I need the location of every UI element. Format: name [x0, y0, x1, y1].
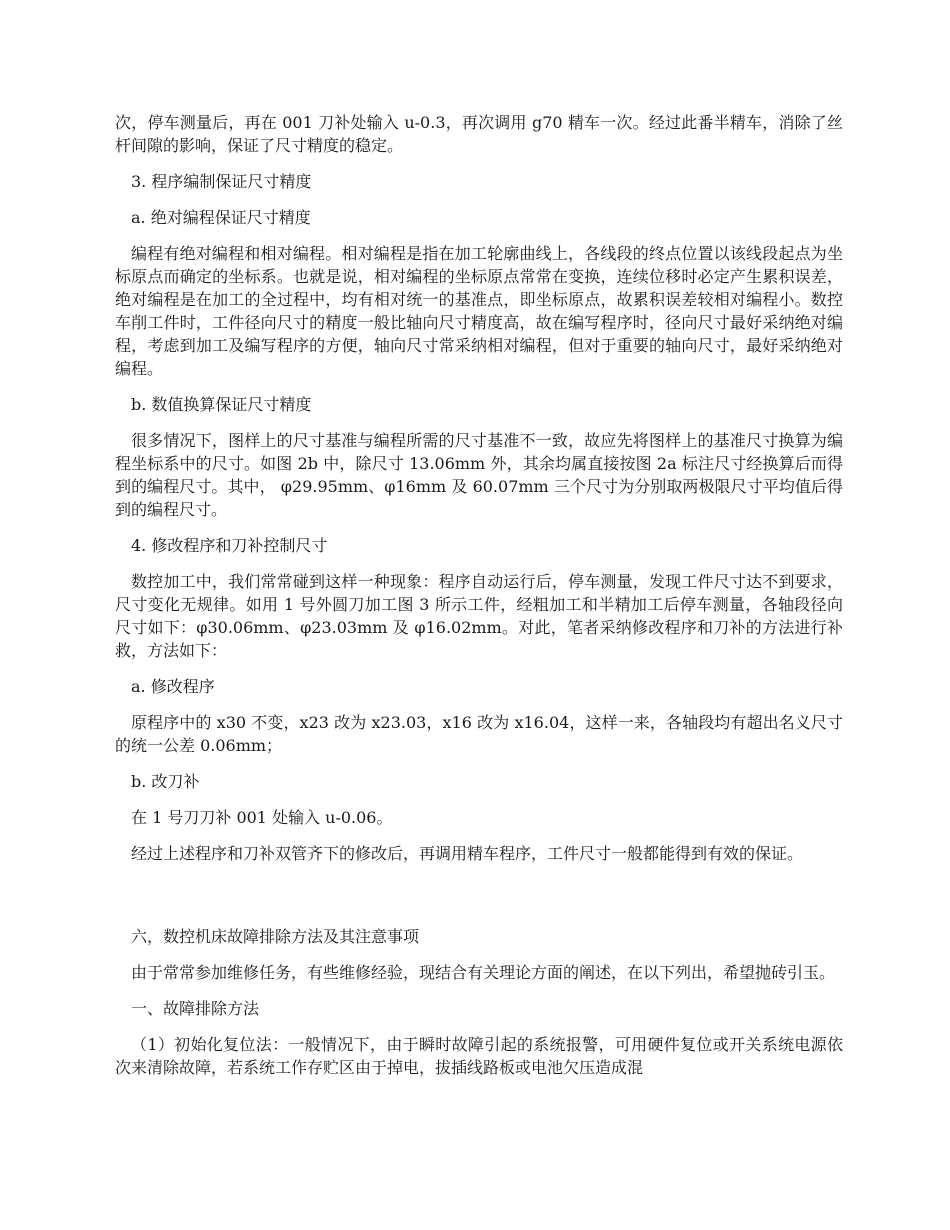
section-heading-6: 六，数控机床故障排除方法及其注意事项 [131, 927, 420, 946]
paragraph-value-conversion: 很多情况下，图样上的尺寸基准与编程所需的尺寸基准不一致，故应先将图样上的基准尺寸换算为编程坐标系中的尺寸。如图 2b 中，除尺寸 13.06mm 外，其余均属直接按图 2a 标注尺寸经换算后而得到的编程尺寸。其中， φ29.95mm、φ16mm 及 60.07mm 三个尺寸为分别取两极限尺寸平均值后得到的编程尺寸。 [115, 431, 843, 519]
paragraph-continuation: 次，停车测量后，再在 001 刀补处输入 u-0.3，再次调用 g70 精车一次。经过此番半精车，消除了丝杆间隙的影响，保证了尺寸精度的稳定。 [115, 113, 843, 155]
paragraph-tool-offset: 在 1 号刀刀补 001 处输入 u-0.06。 [131, 808, 393, 827]
section-heading-4: 4. 修改程序和刀补控制尺寸 [131, 536, 328, 555]
document-page [115, 111, 843, 1092]
section-gap [115, 878, 843, 925]
subsection-heading-a: a. 绝对编程保证尺寸精度 [131, 208, 311, 227]
subsection-heading-modify-program: a. 修改程序 [131, 677, 215, 696]
paragraph-modify-program: 原程序中的 x30 不变，x23 改为 x23.03，x16 改为 x16.04，这样一来，各轴段均有超出名义尺寸的统一公差 0.06mm； [115, 713, 843, 755]
section-heading-troubleshooting: 一、故障排除方法 [131, 999, 260, 1018]
section-heading-3: 3. 程序编制保证尺寸精度 [131, 172, 312, 191]
paragraph-program-modification: 数控加工中，我们常常碰到这样一种现象：程序自动运行后，停车测量，发现工件尺寸达不到要求，尺寸变化无规律。如用 1 号外圆刀加工图 3 所示工件，经粗加工和半精加工后停车测量，各轴段径向尺寸如下：φ30.06mm、φ23.03mm 及 φ16.02mm。对此，笔者采纳修改程序和刀补的方法进行补救，方法如下： [115, 572, 843, 660]
paragraph-absolute-programming: 编程有绝对编程和相对编程。相对编程是指在加工轮廓曲线上，各线段的终点位置以该线段起点为坐标原点而确定的坐标系。也就是说，相对编程的坐标原点常常在变换，连续位移时必定产生累积误差，绝对编程是在加工的全过程中，均有相对统一的基准点，即坐标原点，故累积误差较相对编程小。数控车削工件时，工件径向尺寸的精度一般比轴向尺寸精度高，故在编写程序时，径向尺寸最好采纳绝对编程，考虑到加工及编写程序的方便，轴向尺寸常采纳相对编程，但对于重要的轴向尺寸，最好采纳绝对编程。 [115, 244, 843, 378]
paragraph-reset-method: （1）初始化复位法：一般情况下，由于瞬时故障引起的系统报警，可用硬件复位或开关系统电源依次来清除故障，若系统工作存贮区由于掉电，拔插线路板或电池欠压造成混 [115, 1035, 843, 1077]
paragraph-maintenance-intro: 由于常常参加维修任务，有些维修经验，现结合有关理论方面的阐述，在以下列出，希望抛砖引玉。 [131, 963, 836, 982]
subsection-heading-tool-offset: b. 改刀补 [131, 772, 200, 791]
paragraph-conclusion: 经过上述程序和刀补双管齐下的修改后，再调用精车程序，工件尺寸一般都能得到有效的保证。 [131, 844, 804, 863]
subsection-heading-b: b. 数值换算保证尺寸精度 [131, 395, 312, 414]
